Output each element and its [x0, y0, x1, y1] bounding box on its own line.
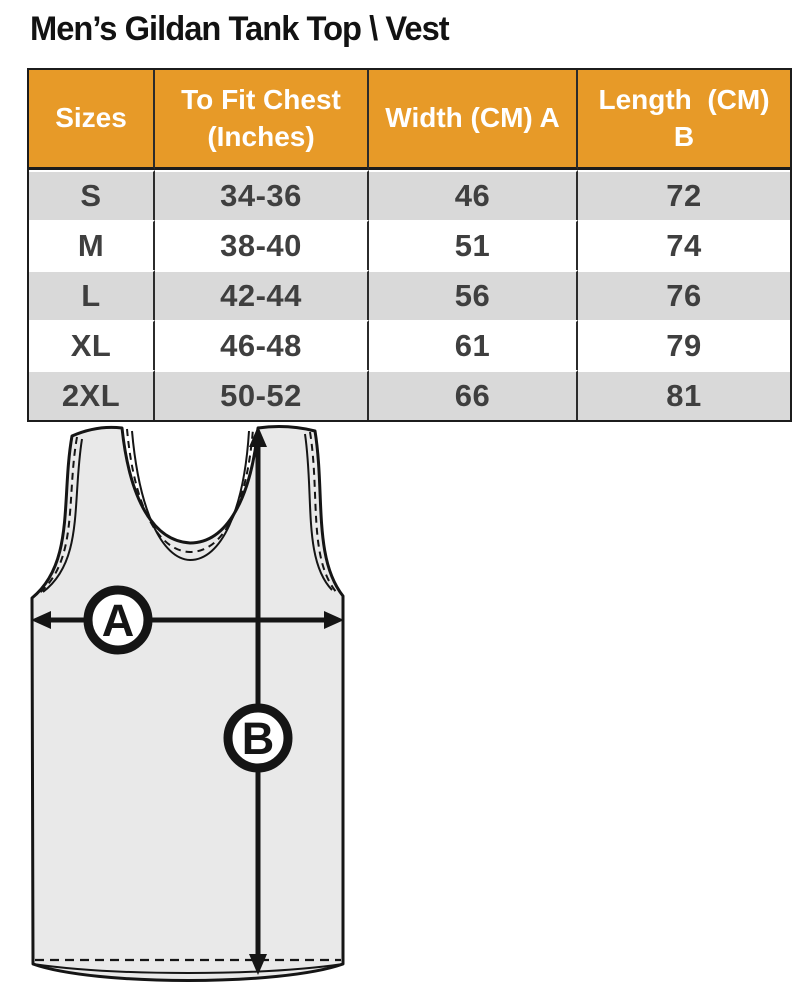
cell-width: 61	[369, 320, 578, 370]
cell-width: 51	[369, 220, 578, 270]
tank-top-measurement-diagram	[15, 413, 445, 998]
cell-length: 76	[578, 270, 790, 320]
length-label-badge	[228, 708, 288, 768]
header-sizes	[29, 70, 155, 170]
cell-length: 81	[578, 370, 790, 420]
cell-size: L	[29, 270, 155, 320]
width-label-badge	[88, 590, 148, 650]
cell-chest: 46-48	[155, 320, 369, 370]
cell-size: 2XL	[29, 370, 155, 420]
header-length	[578, 70, 790, 170]
header-chest-label-line2: (Inches)	[207, 120, 315, 152]
table-row-s	[29, 170, 790, 220]
cell-chest: 50-52	[155, 370, 369, 420]
table-row-m	[29, 220, 790, 270]
table-row-l	[29, 270, 790, 320]
cell-size: S	[29, 170, 155, 220]
length-label: B	[241, 713, 275, 764]
header-width	[369, 70, 578, 170]
header-chest	[155, 70, 369, 170]
cell-width: 56	[369, 270, 578, 320]
cell-width: 66	[369, 370, 578, 420]
header-sizes-label: Sizes	[55, 102, 127, 134]
page-title: Men’s Gildan Tank Top \ Vest	[30, 10, 449, 48]
tank-top-drawing	[15, 413, 445, 998]
cell-length: 72	[578, 170, 790, 220]
cell-length: 79	[578, 320, 790, 370]
size-chart-table	[27, 68, 792, 422]
header-width-label: Width (CM) A	[385, 102, 560, 134]
cell-chest: 34-36	[155, 170, 369, 220]
width-label: A	[101, 595, 135, 646]
cell-size: XL	[29, 320, 155, 370]
table-row-xl	[29, 320, 790, 370]
header-row	[29, 70, 790, 170]
cell-length: 74	[578, 220, 790, 270]
cell-chest: 42-44	[155, 270, 369, 320]
cell-width: 46	[369, 170, 578, 220]
header-length-label-line2: B	[673, 120, 695, 152]
size-chart	[27, 68, 792, 422]
header-length-label-line1: Length (CM)	[598, 84, 770, 116]
header-chest-label-line1: To Fit Chest	[181, 84, 341, 116]
cell-size: M	[29, 220, 155, 270]
cell-chest: 38-40	[155, 220, 369, 270]
tank-top-outline	[32, 427, 343, 981]
